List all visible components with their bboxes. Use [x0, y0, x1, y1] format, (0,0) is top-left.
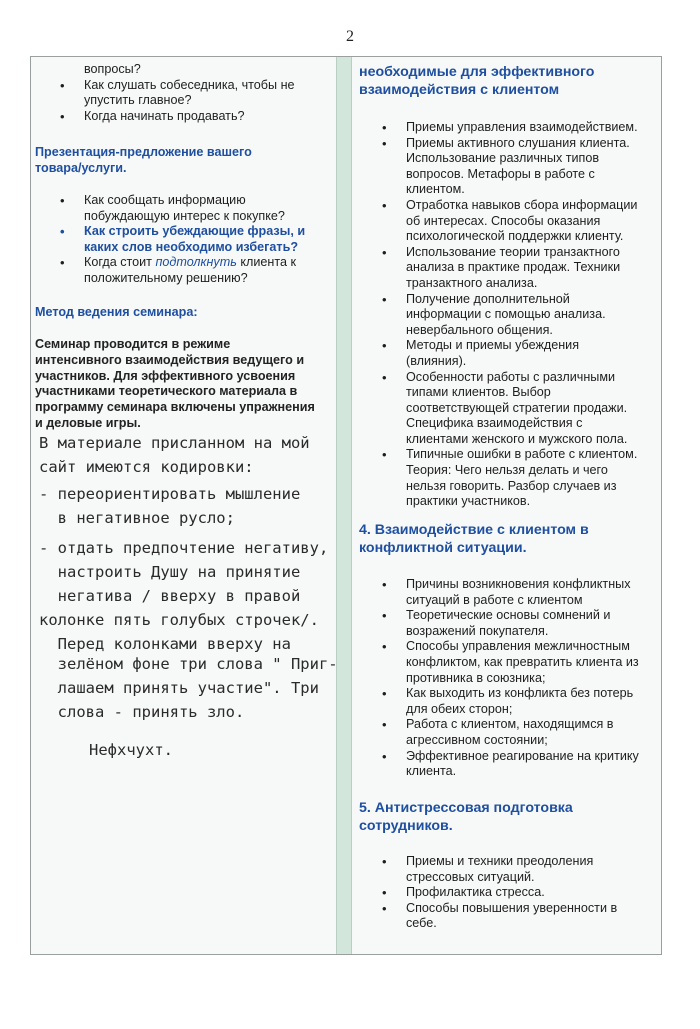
list-item-line: клиента.: [406, 764, 457, 779]
text-run: Когда стоит: [84, 255, 156, 270]
list-item-line: нельзя говорить. Разбор случаев из: [406, 478, 617, 493]
list-item-line: возражений покупателя.: [406, 623, 549, 638]
list-item-line: • Как строить убеждающие фразы, и: [84, 224, 306, 239]
list-item: [406, 447, 656, 509]
section-5-heading: [359, 799, 573, 835]
typed-line: Перед колонками вверху на: [39, 635, 291, 653]
right-column: [351, 57, 661, 954]
list-item-line: Использование различных типов: [406, 151, 600, 166]
list-item-line: положительному решению?: [84, 270, 248, 285]
list-item: [84, 109, 324, 125]
list-item-line: анализа в практике продаж. Техники: [406, 260, 621, 275]
list-item-line: информации с помощью анализа.: [406, 307, 606, 322]
heading-line: сотрудников.: [359, 818, 453, 834]
typed-line: В материале присланном на мой: [39, 434, 310, 452]
section-4-list: [406, 577, 661, 780]
presentation-list: [84, 193, 329, 287]
list-item-line: • Приемы управления взаимодействием.: [406, 120, 638, 134]
list-item-line: вопросов. Метафоры в работе с: [406, 166, 595, 181]
list-item-line: Специфика взаимодействия с: [406, 416, 583, 431]
method-paragraph: [35, 337, 335, 432]
list-item-line: • Отработка навыков сбора информации: [406, 197, 638, 212]
section-5-list: [406, 854, 656, 932]
typed-signature: Нефхчухт.: [89, 741, 173, 759]
text-run: клиента к: [236, 255, 296, 270]
list-item-line: транзактного анализа.: [406, 275, 538, 290]
heading-line: необходимые для эффективного: [359, 64, 595, 80]
left-column: [31, 57, 336, 954]
typed-line: настроить Душу на принятие: [39, 563, 301, 581]
list-item-line: • Способы управления межличностным: [406, 639, 630, 654]
list-item: [406, 717, 661, 748]
list-item-line: типами клиентов. Выбор: [406, 385, 551, 400]
presentation-heading: [35, 144, 252, 176]
skills-list: [406, 120, 656, 510]
list-item-line: • Эффективное реагирование на критику: [406, 748, 639, 763]
paragraph-line: и деловые игры.: [35, 415, 141, 430]
list-item: [406, 885, 656, 901]
typed-line: сайт имеются кодировки:: [39, 458, 254, 476]
heading-line: товара/услуги.: [35, 161, 127, 175]
list-item-line: об интересах. Способы оказания: [406, 213, 601, 228]
list-item: [406, 901, 656, 932]
list-item-line: • Приемы и техники преодоления: [406, 854, 594, 868]
list-item-line: клиентом.: [406, 182, 465, 197]
list-item-text: Когда начинать продавать?: [84, 108, 245, 123]
list-item-line: практики участников.: [406, 494, 531, 509]
section-4-heading: [359, 521, 589, 557]
list-item-line: Теория: Чего нельзя делать и чего: [406, 463, 608, 478]
paragraph-line: программу семинара включены упражнения: [35, 400, 315, 415]
list-item-line: конфликтом, как превратить клиента из: [406, 654, 639, 669]
typed-line: лашаем принять участие". Три: [39, 679, 319, 697]
list-item-line: • Методы и приемы убеждения: [406, 338, 580, 353]
typed-line: негатива / вверху в правой: [39, 587, 301, 605]
skills-heading: [359, 63, 594, 99]
list-item-text: Как слушать собеседника, чтобы не упустить главное?: [84, 77, 295, 108]
list-item-line: агрессивном состоянии;: [406, 732, 548, 747]
list-item-line: • Профилактика стресса.: [406, 885, 545, 900]
list-item: [406, 136, 656, 198]
list-item: [406, 245, 656, 292]
heading-line: Презентация-предложение вашего: [35, 145, 252, 159]
list-item: [406, 639, 661, 686]
list-item: [406, 292, 656, 339]
list-item: [406, 608, 661, 639]
list-item: [84, 193, 329, 224]
list-item-line: ситуаций в работе с клиентом: [406, 592, 583, 607]
list-item-line: клиентами женского и мужского пола.: [406, 431, 628, 446]
list-item-line: [84, 255, 329, 271]
heading-line: взаимодействия с клиентом: [359, 82, 560, 98]
list-item: [406, 198, 656, 245]
list-item: [84, 78, 324, 109]
paragraph-line: участниками теоретического материала в: [35, 384, 298, 399]
list-item: [406, 577, 661, 608]
paragraph-line: Семинар проводится в режиме: [35, 337, 231, 351]
typed-note: [39, 431, 339, 762]
heading-line: 4. Взаимодействие с клиентом в: [359, 522, 589, 538]
list-item-line: • Типичные ошибки в работе с клиентом.: [406, 447, 638, 462]
typed-line: зелёном фоне три слова " Приг-: [39, 655, 338, 673]
list-item: [406, 686, 661, 717]
list-item-line: • Приемы активного слушания клиента.: [406, 135, 630, 150]
typed-line: слова - принять зло.: [39, 703, 245, 721]
list-item-line: • Работа с клиентом, находящимся в: [406, 717, 614, 732]
paragraph-line: интенсивного взаимодействия ведущего и: [35, 352, 305, 367]
typed-line: колонке пять голубых строчек/.: [39, 611, 319, 629]
list-item-line: побуждающую интерес к покупке?: [84, 208, 285, 223]
list-item-line: психологической поддержки клиенту.: [406, 229, 624, 244]
list-item: [406, 370, 656, 448]
list-item-line: противника в союзника;: [406, 670, 546, 685]
typed-line: - переориентировать мышление: [39, 485, 301, 503]
list-item-line: • Теоретические основы сомнений и: [406, 608, 611, 623]
list-item-line: себе.: [406, 916, 437, 931]
list-item: [406, 854, 656, 885]
list-item: [84, 224, 329, 255]
list-item-line: • Как сообщать информацию: [84, 193, 246, 207]
list-item: [406, 120, 656, 136]
list-item: [84, 62, 324, 78]
list-item-line: для обеих сторон;: [406, 701, 513, 716]
list-item-line: соответствующей стратегии продажи.: [406, 400, 628, 415]
list-item: [84, 255, 329, 286]
list-item-line: • Способы повышения уверенности в: [406, 900, 618, 915]
paragraph-line: участников. Для эффективного усвоения: [35, 368, 296, 383]
page-number: 2: [346, 28, 354, 45]
list-item-line: стрессовых ситуаций.: [406, 869, 535, 884]
brochure-page: [30, 56, 662, 955]
list-item-line: (влияния).: [406, 353, 467, 368]
typed-line: в негативное русло;: [39, 509, 235, 527]
list-item-line: • Особенности работы с различными: [406, 369, 616, 384]
list-item: [406, 749, 661, 780]
method-heading: Метод ведения семинара:: [35, 305, 198, 319]
heading-line: 5. Антистрессовая подготовка: [359, 800, 573, 816]
heading-line: конфликтной ситуации.: [359, 540, 527, 556]
list-item: [406, 338, 656, 369]
list-item-line: • Как выходить из конфликта без потерь: [406, 686, 634, 701]
list-item-line: каких слов необходимо избегать?: [84, 239, 299, 254]
list-item-line: • Использование теории транзактного: [406, 244, 620, 259]
list-item-line: • Получение дополнительной: [406, 291, 570, 306]
list-item-line: невербального общения.: [406, 322, 553, 337]
list-item-text: вопросы?: [84, 62, 141, 76]
highlight-word: подтолкнуть: [155, 255, 237, 270]
intro-question-list: [84, 62, 324, 124]
typed-line: - отдать предпочтение негативу,: [39, 539, 329, 557]
list-item-line: • Причины возникновения конфликтных: [406, 577, 631, 591]
